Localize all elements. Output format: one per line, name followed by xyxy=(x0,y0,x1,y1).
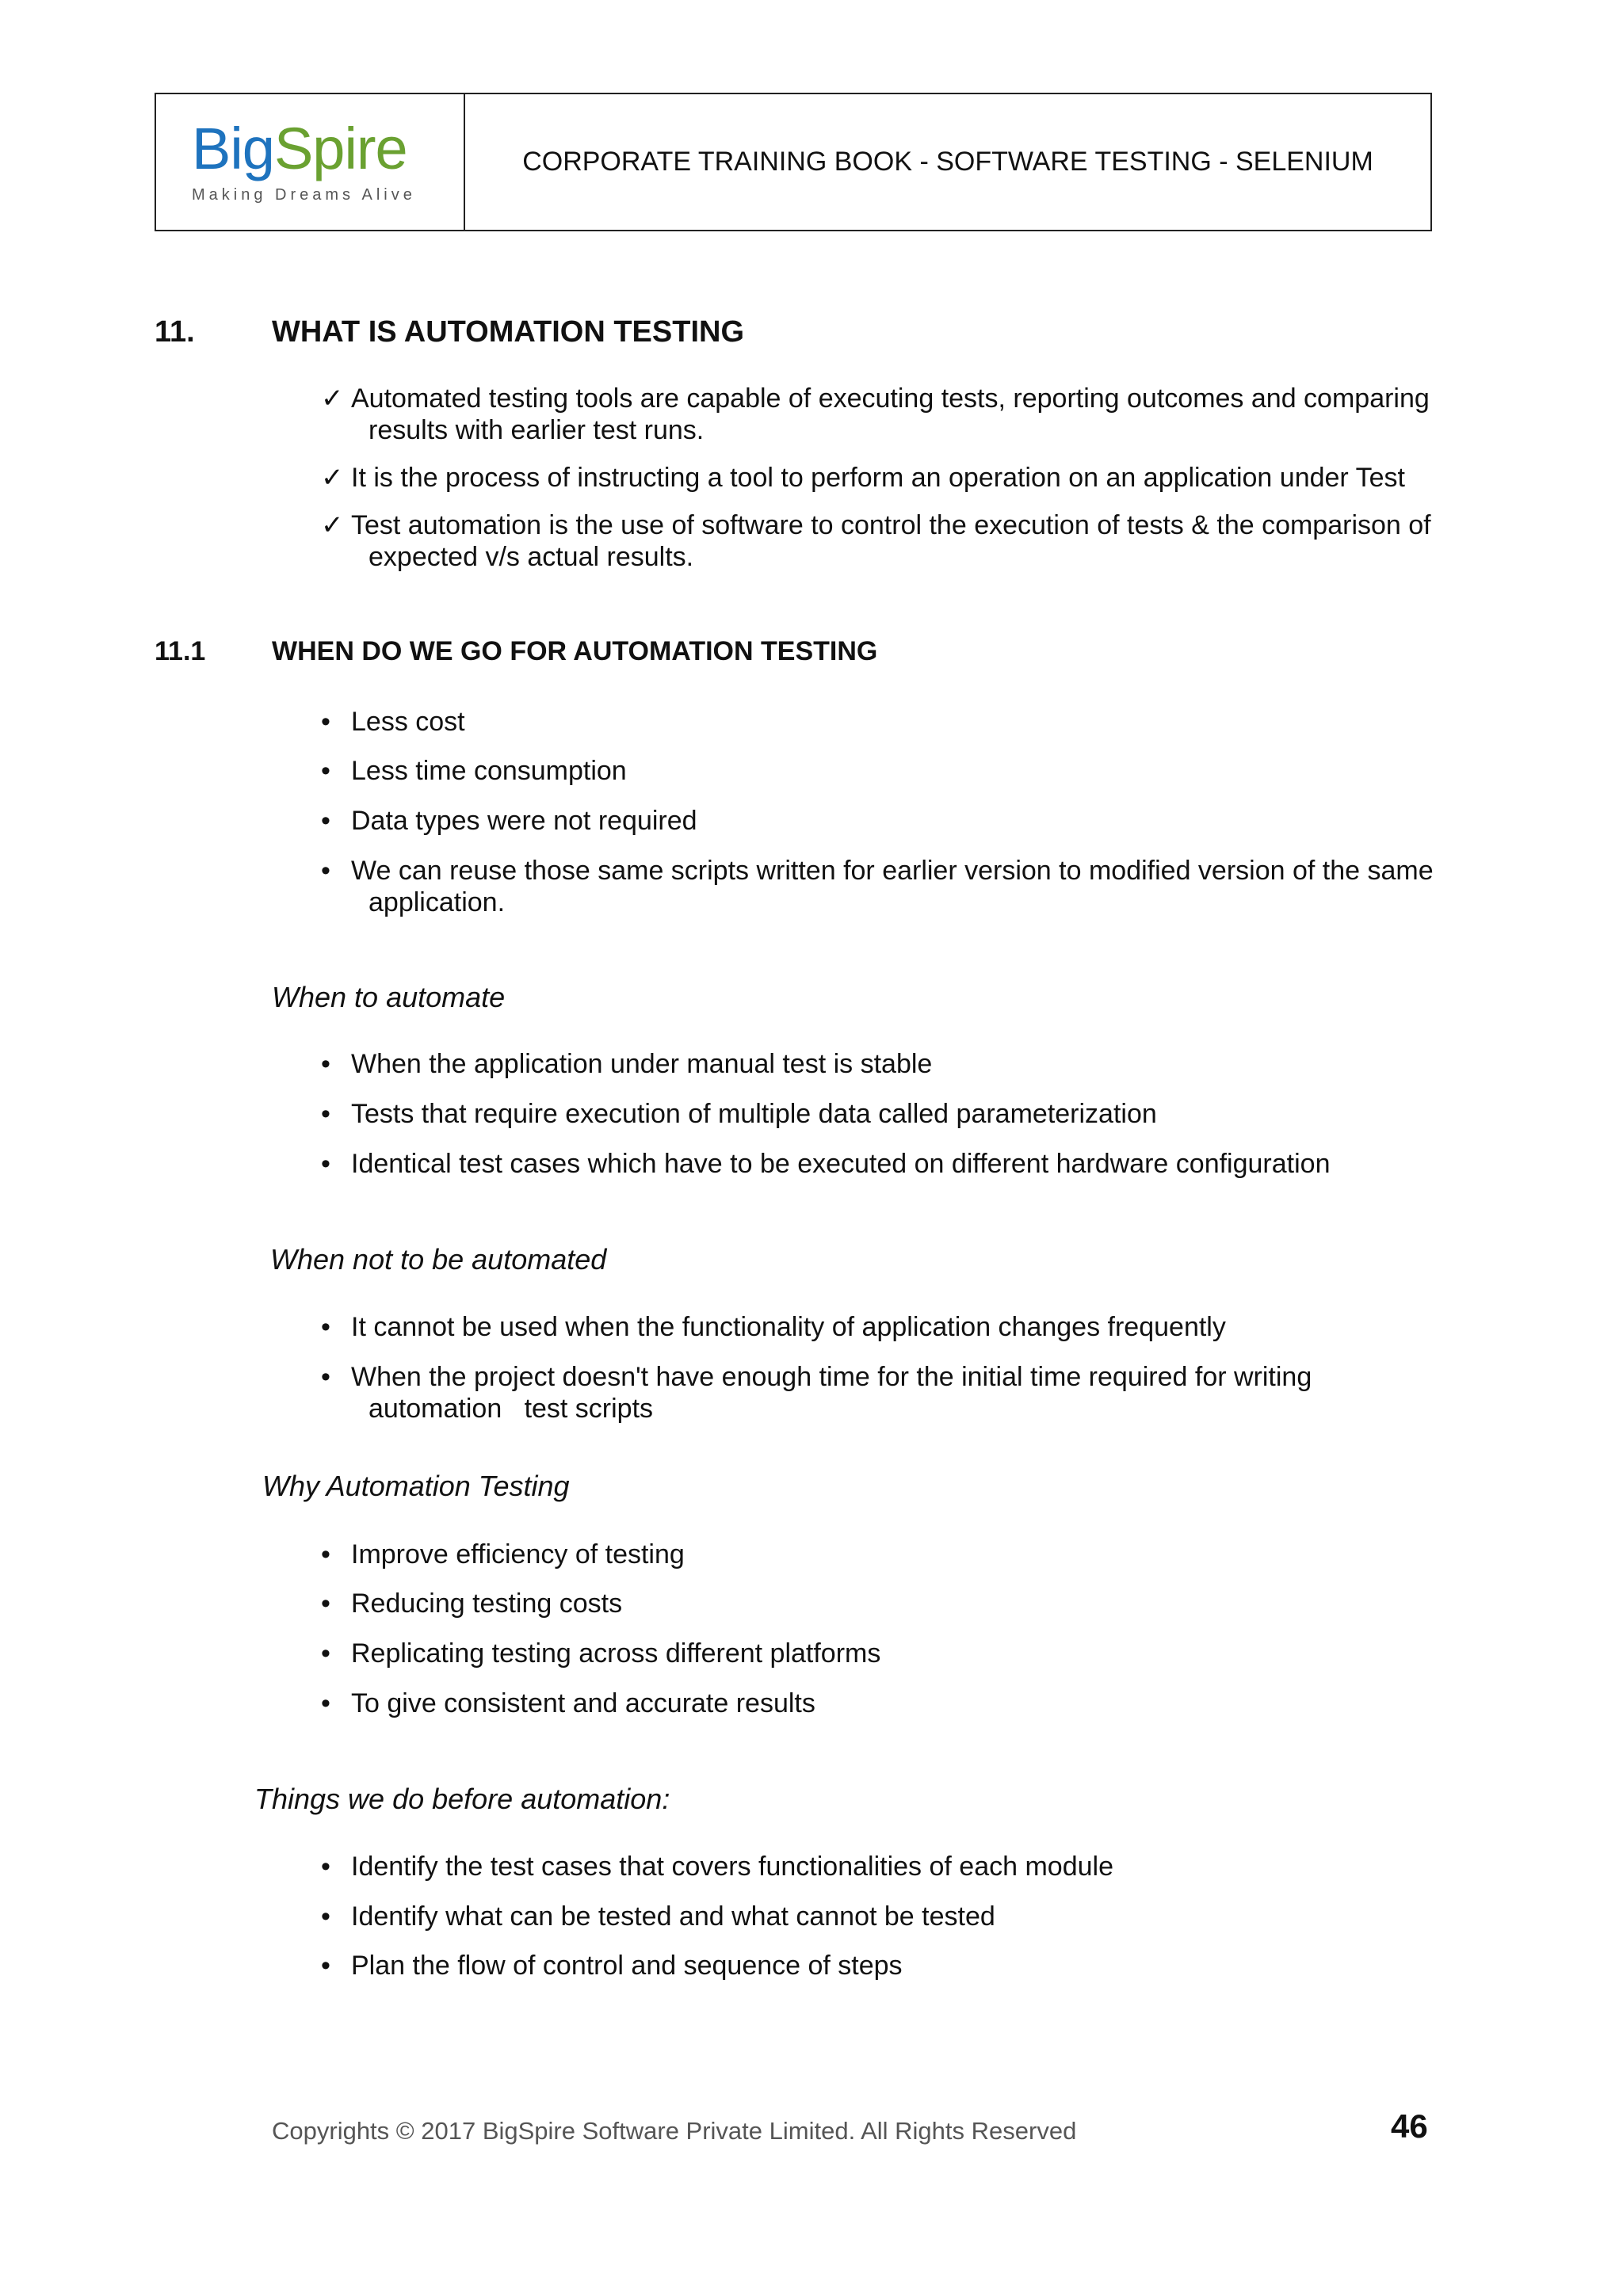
page-number: 46 xyxy=(1391,2107,1428,2145)
section-number: 11.1 xyxy=(155,636,206,666)
logo xyxy=(156,94,465,230)
bullet-icon: • xyxy=(321,1099,330,1129)
check-icon: ✓ xyxy=(321,383,344,414)
logo-text-big: Big xyxy=(192,116,274,181)
item-line: When the project doesn't have enough time for the initial time required for writing xyxy=(351,1362,1312,1392)
bullet-icon: • xyxy=(321,1362,330,1392)
bullet-icon: • xyxy=(321,707,330,737)
item-line: It cannot be used when the functionality of application changes frequently xyxy=(351,1312,1226,1342)
item-line: Automated testing tools are capable of executing tests, reporting outcomes and comparing xyxy=(351,383,1430,414)
list-item xyxy=(321,462,1446,494)
list-item xyxy=(321,1098,1446,1130)
item-line: Data types were not required xyxy=(351,806,697,836)
subheading-why-automation-testing: Why Automation Testing xyxy=(262,1470,570,1502)
bullet-icon: • xyxy=(321,856,330,886)
item-line: Less time consumption xyxy=(351,756,627,786)
item-line: Replicating testing across different platforms xyxy=(351,1638,881,1669)
bullet-icon: • xyxy=(321,1688,330,1718)
item-line-continued: results with earlier test runs. xyxy=(369,415,705,445)
item-line: Plan the flow of control and sequence of steps xyxy=(351,1951,903,1981)
bullet-icon: • xyxy=(321,1589,330,1619)
bullet-icon: • xyxy=(321,1539,330,1569)
item-line-continued: automation test scripts xyxy=(369,1394,654,1424)
check-icon: ✓ xyxy=(321,463,344,493)
bullet-icon: • xyxy=(321,1312,330,1342)
bullet-icon: • xyxy=(321,806,330,836)
subheading-things-before-automation: Things we do before automation: xyxy=(254,1783,670,1815)
item-line: Identify the test cases that covers functionalities of each module xyxy=(351,1852,1113,1882)
bullet-icon: • xyxy=(321,1951,330,1981)
section-title: WHAT IS AUTOMATION TESTING xyxy=(272,315,744,349)
list-item xyxy=(321,1148,1446,1180)
logo-text-spire: Spire xyxy=(273,116,407,181)
bullet-icon: • xyxy=(321,1638,330,1669)
list-item xyxy=(321,1851,1446,1882)
list-item xyxy=(321,1638,1446,1669)
page-header xyxy=(155,93,1432,231)
copyright-text: Copyrights © 2017 BigSpire Software Private Limited. All Rights Reserved xyxy=(272,2117,1077,2145)
list-item xyxy=(321,1901,1446,1932)
item-line: We can reuse those same scripts written for earlier version to modified version of the same xyxy=(351,856,1434,886)
list-item xyxy=(321,755,1446,787)
list-item xyxy=(321,1048,1446,1080)
bullet-icon: • xyxy=(321,1852,330,1882)
bullet-icon: • xyxy=(321,756,330,786)
logo-tagline: Making Dreams Alive xyxy=(192,186,416,204)
item-line: Identical test cases which have to be executed on different hardware configuration xyxy=(351,1149,1331,1179)
bullet-icon: • xyxy=(321,1901,330,1932)
subheading-when-to-automate: When to automate xyxy=(272,981,506,1013)
list-item xyxy=(321,805,1446,837)
item-line: Reducing testing costs xyxy=(351,1589,623,1619)
section-title: WHEN DO WE GO FOR AUTOMATION TESTING xyxy=(272,636,878,666)
item-line: Less cost xyxy=(351,707,465,737)
logo-wordmark xyxy=(192,116,464,181)
list-item xyxy=(321,855,1446,918)
item-line: Identify what can be tested and what cannot be tested xyxy=(351,1901,995,1932)
list-item xyxy=(321,1311,1446,1343)
item-line: It is the process of instructing a tool to perform an operation on an application under Test xyxy=(351,463,1405,493)
document-title: CORPORATE TRAINING BOOK - SOFTWARE TESTING - SELENIUM xyxy=(522,147,1373,177)
bullet-icon: • xyxy=(321,1049,330,1079)
item-line-continued: application. xyxy=(369,887,506,917)
item-line: Tests that require execution of multiple data called parameterization xyxy=(351,1099,1157,1129)
list-item xyxy=(321,1688,1446,1719)
section-number: 11. xyxy=(155,315,195,349)
item-line: Test automation is the use of software to control the execution of tests & the comparison of xyxy=(351,510,1431,540)
list-item xyxy=(321,1539,1446,1570)
list-item xyxy=(321,1950,1446,1981)
item-line: To give consistent and accurate results xyxy=(351,1688,815,1718)
item-line-continued: expected v/s actual results. xyxy=(369,542,694,572)
item-line: When the application under manual test is stable xyxy=(351,1049,933,1079)
list-item xyxy=(321,1588,1446,1619)
bullet-icon: • xyxy=(321,1149,330,1179)
list-item xyxy=(321,509,1446,573)
subheading-when-not-to-be-automated: When not to be automated xyxy=(270,1243,607,1276)
check-icon: ✓ xyxy=(321,510,344,540)
list-item xyxy=(321,383,1446,446)
list-item xyxy=(321,1361,1446,1425)
item-line: Improve efficiency of testing xyxy=(351,1539,685,1569)
list-item xyxy=(321,706,1446,738)
